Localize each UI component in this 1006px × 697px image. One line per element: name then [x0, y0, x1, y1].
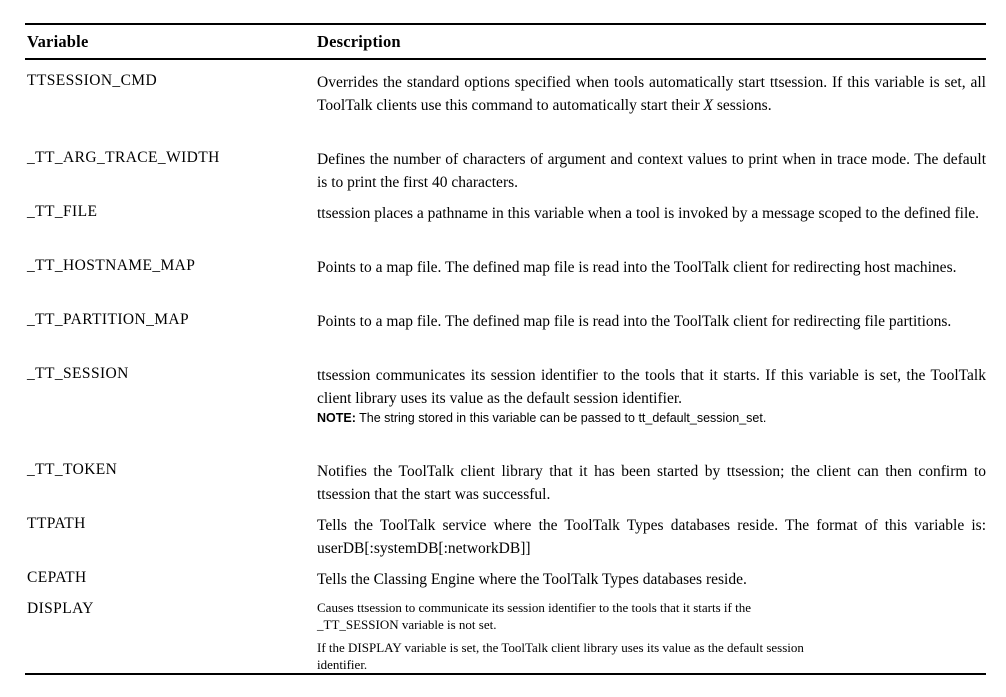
description-paragraph: Points to a map file. The defined map file is read into the ToolTalk client for redirecting host machines.	[317, 259, 957, 276]
description-line: If the DISPLAY variable is set, the ToolTalk client library uses its value as the default session	[317, 640, 804, 655]
description-line: identifier.	[317, 657, 368, 672]
description-cell	[317, 71, 986, 117]
variable-cell: _TT_HOSTNAME_MAP	[27, 257, 196, 274]
variable-cell: _TT_SESSION	[27, 365, 129, 382]
note-label: NOTE:	[317, 411, 356, 425]
description-line: Causes ttsession to communicate its session identifier to the tools that it starts if the	[317, 600, 751, 615]
table-row	[25, 71, 986, 148]
column-header-description: Description	[317, 32, 401, 51]
description-text: Overrides the standard options specified when tools automatically start ttsession. If this variable is set, all ToolTalk clients use this command to automatically start their	[317, 74, 986, 114]
description-line: _TT_SESSION variable is not set.	[317, 617, 497, 632]
table-bottom-rule	[25, 673, 986, 675]
note-text: The string stored in this variable can be passed to tt_default_session_set.	[355, 411, 767, 425]
variable-cell: TTSESSION_CMD	[27, 72, 158, 89]
description-paragraph: Notifies the ToolTalk client library that it has been started by ttsession; the client can then confirm to ttsession that the start was successful.	[317, 463, 986, 503]
description-paragraph: ttsession communicates its session identifier to the tools that it starts. If this variable is set, the ToolTalk client library uses its value as the default session identifier.	[317, 367, 986, 407]
variable-cell: _TT_FILE	[27, 203, 98, 220]
table-row	[25, 514, 986, 568]
description-paragraph: Tells the Classing Engine where the ToolTalk Types databases reside.	[317, 571, 747, 588]
description-cell	[317, 256, 986, 279]
variable-cell: CEPATH	[27, 569, 87, 586]
table-row	[25, 599, 986, 673]
description-italic-text: X	[703, 97, 713, 114]
description-cell	[317, 310, 986, 333]
variable-cell: _TT_PARTITION_MAP	[27, 311, 190, 328]
description-cell	[317, 568, 986, 591]
table-row	[25, 460, 986, 514]
table-row	[25, 568, 986, 599]
description-cell	[317, 364, 986, 426]
table-row	[25, 364, 986, 460]
table-row	[25, 148, 986, 202]
note-paragraph	[317, 411, 986, 426]
description-paragraph	[317, 639, 986, 673]
description-paragraph: Tells the ToolTalk service where the ToolTalk Types databases reside. The format of this variable is: userDB[:systemDB[:networkDB]]	[317, 517, 986, 557]
description-paragraph	[317, 599, 986, 633]
description-paragraph: Defines the number of characters of argument and context values to print when in trace mode. The default is to print the first 40 characters.	[317, 151, 986, 191]
description-text: sessions.	[713, 97, 772, 114]
description-cell	[317, 514, 986, 560]
table-row	[25, 202, 986, 256]
description-cell	[317, 599, 986, 673]
table-header-row	[25, 25, 986, 58]
description-cell	[317, 460, 986, 506]
variable-cell: TTPATH	[27, 515, 86, 532]
description-paragraph	[317, 71, 986, 117]
description-cell	[317, 148, 986, 194]
description-paragraph: ttsession places a pathname in this variable when a tool is invoked by a message scoped to the defined file.	[317, 205, 980, 222]
variable-cell: DISPLAY	[27, 600, 94, 617]
variable-cell: _TT_ARG_TRACE_WIDTH	[27, 149, 220, 166]
description-paragraph: Points to a map file. The defined map file is read into the ToolTalk client for redirecting file partitions.	[317, 313, 952, 330]
table-body	[25, 60, 986, 673]
table-row	[25, 256, 986, 310]
column-header-variable: Variable	[27, 32, 89, 51]
variables-table	[25, 23, 986, 675]
variable-cell: _TT_TOKEN	[27, 461, 118, 478]
description-cell	[317, 202, 986, 225]
table-row	[25, 310, 986, 364]
